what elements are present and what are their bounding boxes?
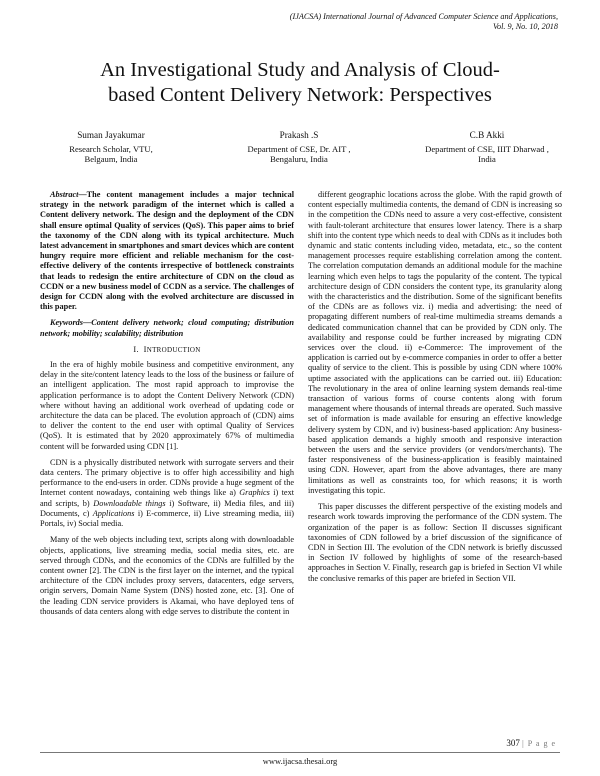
- author-name: Suman Jayakumar: [77, 130, 145, 140]
- intro-paragraph-3: Many of the web objects including text, scripts along with downloadable objects, applications, live streaming media, social media sites, etc. are served through CDNs, and the economics of the CDNs are fulfilled by the content owner [2]. The CDN is the first layer on the internet, and the typical architecture of the CDN includes proxy servers, datacenters, edge servers, origin servers, Domain Name System (DNS) hosted zone, etc. [3]. One of the leading CDN service providers is Akamai, who have deployed tens of thousands of data centers along with edge serves to distribute the content in: [40, 535, 294, 616]
- section-numeral: I.: [133, 344, 139, 354]
- author-location: Bengaluru, India: [270, 154, 328, 164]
- author-1: [36, 130, 186, 165]
- paper-title-line2: based Content Delivery Network: Perspectives: [108, 84, 492, 106]
- intro-paragraph-4: different geographic locations across the globe. With the rapid growth of content especially multimedia contents, the demand of CDN is increasing so in the competition the CDNs need to assure a very cost-effective, consistent with fault-tolerant architecture that ensures lower latency. There is a sharp shift into the content type which needs to deal with CDNs as it includes both dynamic and static contents including video, metadata, etc., so the content management processes require establishing correlation among the content. The correlation computation demands an additional module for the machine learning which even helps to tags the popularity of the content. The typical architecture design of CDN considers the content type, its granularity along with the characteristics and the distribution. Some of the significant benefits of the CDNs are as follows viz. i) media and advertising: the need of propagating different numbers of real-time multimedia streams demands a dedicated communication channel that can be provided by CDN only. The availability and response could be further increased by migrating CDN services over the cloud. ii) e-Commerce: The improvement of the application is carried out by e-commerce companies in order to offer a better quality of service to the client. This is possible by using CDN where 100% uptime associated with the applications can be carried out. iii) Education: The revolutionary in the area of online learning system demands real-time transaction of various forms of course contents along with forum management where thousands of internal threads are operated. Such massive set of information is made available for ensuring an effective knowledge delivery system by CDN, and iv) business-based application: Any business-based application demands a highly smooth and responsive interaction between the users and the service providers (or vendors/merchants). The faster responsiveness of the business-application is feasibly maintained using CDN. However, apart from the above advantages, there are many limitations as well as constraints too, for which reasons; it is worth investigating this topic.: [308, 190, 562, 495]
- journal-header-line1: (IJACSA) International Journal of Advanced Computer Science and Applications,: [289, 12, 558, 21]
- text-run: CDN is a physically distributed network with surrogate servers and their data centers. The primary objective is to offer high accessibility and high performance to the end-users in order. CDNs provide a huge segment of the Internet content nowadays, containing web things like a): [40, 457, 294, 498]
- emphasis-applications: Applications: [92, 508, 135, 518]
- abstract-label: Abstract: [50, 190, 79, 199]
- text-run: i) E-commerce, ii) Live streaming media, iii) Portals, iv) Social media.: [40, 508, 294, 529]
- author-3: [412, 130, 562, 165]
- left-column: [40, 190, 294, 623]
- author-location: Belgaum, India: [84, 154, 138, 164]
- abstract: [40, 190, 294, 312]
- journal-url: www.ijacsa.thesai.org: [262, 756, 338, 766]
- paper-title: [40, 58, 560, 108]
- paper-title-line1: An Investigational Study and Analysis of Cloud-: [100, 59, 500, 81]
- page-number-value: 307: [506, 738, 520, 748]
- author-affiliation: Research Scholar, VTU,: [69, 143, 153, 154]
- author-location: India: [478, 154, 496, 164]
- page-number: [506, 738, 556, 748]
- section-initial: I: [143, 344, 147, 354]
- author-affiliation: Department of CSE, IIIT Dharwad ,: [425, 143, 549, 154]
- text-run: i) Software, ii) Media files, and iii) Documents, c): [40, 498, 294, 518]
- intro-paragraph-2: [40, 458, 294, 529]
- intro-paragraph-1: In the era of highly mobile business and competitive environment, any delay in the site/content latency leads to the loss of the business or failure of an intelligent application. The most rapid approach to improvise the application performance is to adopt the Content Delivery Network (CDN) where without having an additional work overhead of updating code or architecture the data can be placed. The evolution approach of (CDN) aims to deliver the content to the end user with optimal Quality of Services (QoS). It is estimated that by 2020 approximately 67% of multimedia content will be forwarded using CDN [1].: [40, 360, 294, 451]
- emphasis-graphics: Graphics: [239, 488, 270, 498]
- journal-header: [198, 12, 558, 32]
- page-label: | P a g e: [522, 739, 556, 748]
- journal-header-line2: Vol. 9, No. 10, 2018: [492, 22, 558, 31]
- abstract-text: —The content management includes a major technical strategy in the network paradigm of the internet which is called a Content delivery network. The design and the deployment of the CDN shall ensure optimal Quality of services (QoS). This paper aims to brief the taxonomy of the CDN along with its typical architecture. Much latest advancement in smartphones and smart devices which are content hungry require more efficient and reliable mechanism for the cost-effective delivery of the contents irrespective of bottleneck constraints that leads to redesign the entire architecture of CDN on the cloud as CCDN or a new business model of CCDN as a service. The challenges of design for CCDN along with the evolved architecture are discussed in this paper.: [40, 190, 294, 312]
- keywords: [40, 318, 294, 338]
- keywords-text: —Content delivery network; cloud computing; distribution network; mobility; scalability; distribution: [40, 318, 294, 338]
- text-run: i) text and scripts, b): [40, 488, 294, 508]
- section-title-rest: NTRODUCTION: [146, 345, 201, 354]
- right-column: [308, 190, 562, 590]
- author-2: [224, 130, 374, 165]
- keywords-label: Keywords: [50, 318, 83, 328]
- emphasis-downloadable: Downloadable things: [93, 498, 166, 508]
- section-heading-introduction: [40, 345, 294, 355]
- author-name: C.B Akki: [469, 130, 505, 140]
- intro-paragraph-5: This paper discusses the different perspective of the existing models and research work towards improving the performance of the CDN system. The organization of the paper is as follow: Section II discusses significant taxonomies of CDN followed by a brief discussion of the significance of CDN in Section III. The evolution of the CDN network is briefly discussed in Section IV followed by highlights of some of the research-based approaches in Section V. Finally, research gap is briefed in Section VI while the conclusive remarks of this paper are briefed in Section VII.: [308, 502, 562, 583]
- footer-divider: [40, 752, 560, 753]
- author-affiliation: Department of CSE, Dr. AIT ,: [247, 143, 351, 154]
- author-name: Prakash .S: [279, 130, 319, 140]
